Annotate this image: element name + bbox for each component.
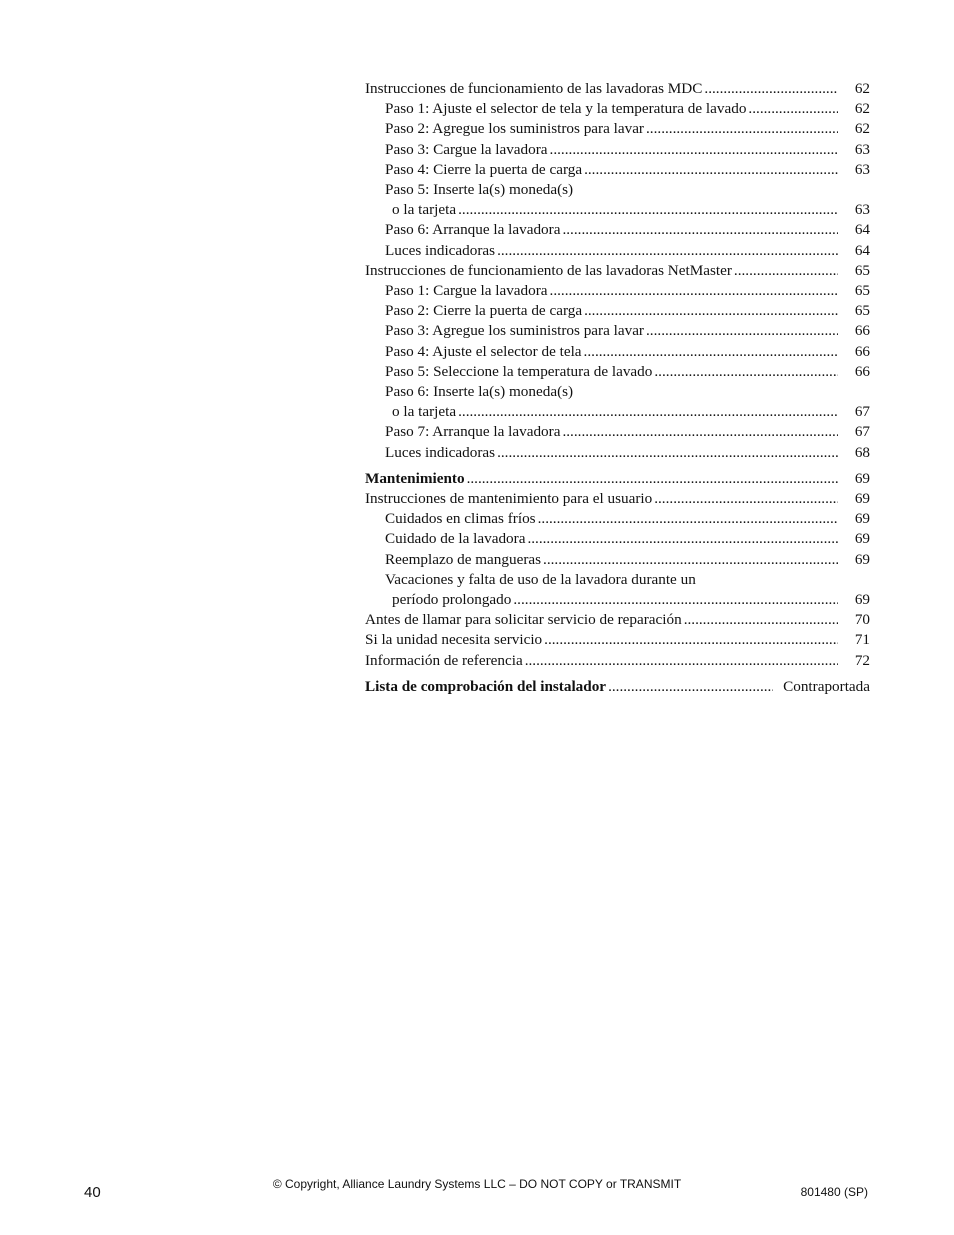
toc-entry-page: 68 [854, 443, 870, 461]
toc-dot-leader [684, 610, 838, 630]
toc-entry-label: o la tarjeta [392, 201, 457, 219]
toc-entry [365, 382, 870, 402]
toc-entry-label: Paso 4: Ajuste el selector de tela [385, 342, 582, 360]
toc-entry [365, 140, 870, 160]
toc-entry [365, 99, 870, 119]
toc-entry-label: Instrucciones de mantenimiento para el usuario [365, 490, 653, 508]
toc-entry-page: 65 [854, 282, 870, 300]
toc-dot-leader [748, 99, 838, 119]
toc-entry-page: 67 [854, 423, 870, 441]
toc-entry-label: Paso 3: Cargue la lavadora [385, 140, 548, 158]
toc-entry [365, 241, 870, 261]
toc-entry-page: 69 [854, 469, 870, 487]
toc-entry-label: Vacaciones y falta de uso de la lavadora durante un [385, 570, 696, 588]
toc-entry [365, 160, 870, 180]
toc-entry [365, 362, 870, 382]
toc-entry [365, 422, 870, 442]
toc-dot-leader [513, 590, 838, 610]
toc-entry-page: 65 [854, 261, 870, 279]
toc-entry-page: 63 [854, 201, 870, 219]
toc-dot-leader [654, 362, 838, 382]
toc-entry-label: Paso 7: Arranque la lavadora [385, 423, 561, 441]
toc-entry-label: Paso 6: Arranque la lavadora [385, 221, 561, 239]
toc-entry [365, 261, 870, 281]
toc-entry-page: Contraportada [783, 677, 870, 695]
toc-dot-leader [562, 220, 838, 240]
toc-dot-leader [550, 281, 838, 301]
toc-entry-label: o la tarjeta [392, 403, 457, 421]
toc-entry [365, 200, 870, 220]
toc-entry [365, 550, 870, 570]
toc-entry [365, 321, 870, 341]
toc-entry-label: Reemplazo de mangueras [385, 550, 542, 568]
toc-entry-page: 62 [854, 80, 870, 97]
table-of-contents [365, 79, 870, 697]
toc-entry-label: Paso 1: Cargue la lavadora [385, 282, 548, 300]
toc-dot-leader [458, 402, 838, 422]
toc-entry [365, 281, 870, 301]
toc-dot-leader [562, 422, 838, 442]
toc-entry-page: 66 [854, 322, 870, 340]
toc-entry [365, 402, 870, 422]
page-number: 40 [84, 1184, 101, 1201]
toc-entry-label: Cuidados en climas fríos [385, 510, 536, 528]
toc-entry-page: 66 [854, 342, 870, 360]
toc-entry-label: Paso 3: Agregue los suministros para lavar [385, 322, 644, 340]
toc-entry-label: Paso 2: Cierre la puerta de carga [385, 302, 583, 320]
toc-entry-page: 69 [854, 550, 870, 568]
toc-entry [365, 469, 870, 489]
toc-entry-label: Mantenimiento [365, 469, 465, 487]
toc-entry-label: Si la unidad necesita servicio [365, 631, 543, 649]
toc-entry [365, 220, 870, 240]
toc-entry-page: 63 [854, 160, 870, 178]
toc-dot-leader [550, 140, 838, 160]
toc-dot-leader [654, 489, 838, 509]
toc-entry [365, 651, 870, 671]
toc-entry-page: 69 [854, 530, 870, 548]
toc-dot-leader [584, 342, 838, 362]
copyright-notice: © Copyright, Alliance Laundry Systems LLC – DO NOT COPY or TRANSMIT [272, 1177, 682, 1191]
toc-entry [365, 119, 870, 139]
toc-entry-page: 64 [854, 241, 870, 259]
toc-entry-label: Paso 2: Agregue los suministros para lavar [385, 120, 644, 138]
toc-dot-leader [584, 301, 838, 321]
toc-entry [365, 443, 870, 463]
toc-entry [365, 630, 870, 650]
toc-entry-label: Antes de llamar para solicitar servicio de reparación [365, 611, 682, 629]
toc-dot-leader [467, 469, 838, 489]
toc-entry-label: Lista de comprobación del instalador [365, 677, 607, 695]
toc-entry-page: 63 [854, 140, 870, 158]
toc-dot-leader [527, 529, 838, 549]
toc-entry-label: Paso 4: Cierre la puerta de carga [385, 160, 583, 178]
toc-entry-label: período prolongado [392, 591, 512, 609]
toc-entry-label: Luces indicadoras [385, 241, 496, 259]
toc-entry-page: 70 [854, 611, 870, 629]
toc-entry [365, 529, 870, 549]
toc-entry [365, 79, 870, 99]
toc-dot-leader [543, 550, 838, 570]
toc-entry-label: Instrucciones de funcionamiento de las lavadoras NetMaster [365, 261, 732, 279]
toc-entry [365, 570, 870, 590]
toc-entry-label: Información de referencia [365, 651, 523, 669]
toc-entry-label: Luces indicadoras [385, 443, 496, 461]
toc-entry-page: 71 [854, 631, 870, 649]
toc-dot-leader [525, 651, 838, 671]
toc-entry [365, 610, 870, 630]
toc-entry-page: 69 [854, 510, 870, 528]
toc-entry-page: 66 [854, 362, 870, 380]
toc-dot-leader [646, 321, 838, 341]
toc-entry-page: 69 [854, 490, 870, 508]
toc-dot-leader [734, 261, 838, 281]
toc-entry [365, 342, 870, 362]
toc-entry-label: Cuidado de la lavadora [385, 530, 526, 548]
toc-entry-label: Paso 6: Inserte la(s) moneda(s) [385, 383, 574, 401]
toc-entry-page: 62 [854, 100, 870, 118]
toc-dot-leader [538, 509, 838, 529]
document-number: 801480 (SP) [800, 1185, 868, 1199]
toc-dot-leader [458, 200, 838, 220]
toc-entry [365, 677, 870, 697]
toc-entry [365, 489, 870, 509]
toc-dot-leader [544, 630, 838, 650]
toc-dot-leader [608, 677, 773, 697]
toc-dot-leader [584, 160, 838, 180]
toc-entry-label: Instrucciones de funcionamiento de las lavadoras MDC [365, 80, 703, 97]
toc-entry-page: 62 [854, 120, 870, 138]
toc-entry [365, 180, 870, 200]
toc-entry-page: 69 [854, 591, 870, 609]
toc-entry-page: 65 [854, 302, 870, 320]
toc-entry-page: 72 [854, 651, 870, 669]
toc-entry-label: Paso 5: Seleccione la temperatura de lavado [385, 362, 653, 380]
toc-entry [365, 590, 870, 610]
toc-dot-leader [646, 119, 838, 139]
toc-entry-label: Paso 5: Inserte la(s) moneda(s) [385, 181, 574, 199]
toc-entry [365, 509, 870, 529]
toc-dot-leader [497, 241, 838, 261]
toc-entry-page: 67 [854, 403, 870, 421]
toc-dot-leader [497, 443, 838, 463]
toc-dot-leader [704, 79, 838, 99]
toc-entry-label: Paso 1: Ajuste el selector de tela y la temperatura de lavado [385, 100, 747, 118]
toc-entry [365, 301, 870, 321]
toc-entry-page: 64 [854, 221, 870, 239]
